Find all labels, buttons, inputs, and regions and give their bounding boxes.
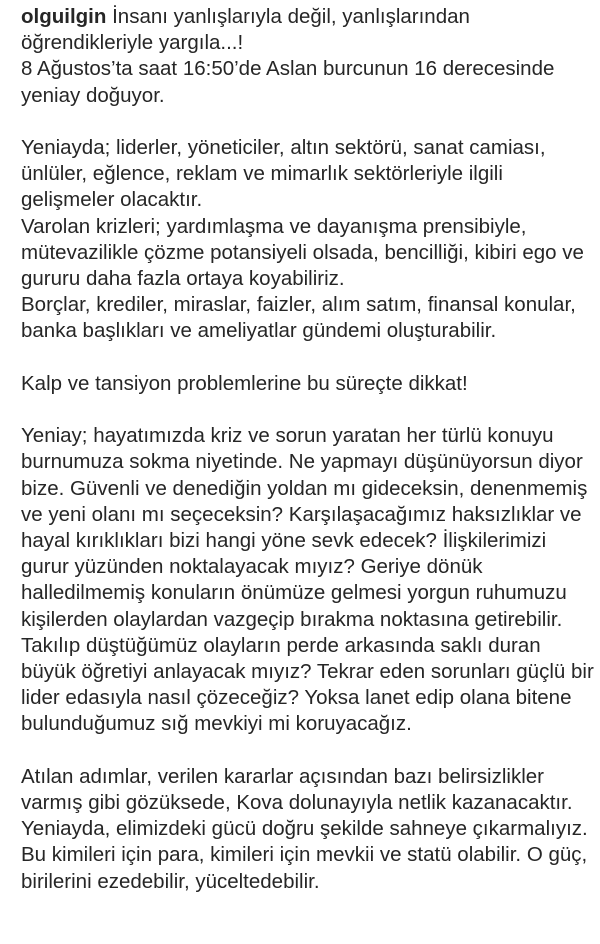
- caption-line: halledilmemiş konuların önümüze gelmesi yorgun ruhumuzu: [21, 581, 567, 605]
- paragraph-spacer: [21, 738, 593, 764]
- caption-line: yeniay doğuyor.: [21, 83, 165, 107]
- caption-line: gurur yüzünden noktalayacak mıyız? Geriye dönük: [21, 555, 483, 579]
- caption-line: hayal kırıklıkları bizi hangi yöne sevk edecek? İlişkilerimizi: [21, 529, 547, 553]
- caption-line: birilerini ezedebilir, yüceltedebilir.: [21, 869, 320, 893]
- caption-line: Varolan krizleri; yardımlaşma ve dayanışma prensibiyle,: [21, 214, 527, 238]
- paragraph-2: [21, 135, 593, 345]
- caption-line: gelişmeler olacaktır.: [21, 188, 203, 212]
- paragraph-3: [21, 371, 593, 397]
- caption-line: öğrendikleriyle yargıla...!: [21, 31, 244, 55]
- caption-line: 8 Ağustos’ta saat 16:50’de Aslan burcunun 16 derecesinde: [21, 57, 555, 81]
- caption-line: Bu kimileri için para, kimileri için mevkii ve statü olabilir. O güç,: [21, 843, 588, 867]
- paragraph-5: [21, 764, 593, 895]
- paragraph-spacer: [21, 345, 593, 371]
- caption-line: büyük öğretiyi anlayacak mıyız? Tekrar eden sorunları güçlü bir: [21, 660, 594, 684]
- caption-line: Borçlar, krediler, miraslar, faizler, alım satım, finansal konular,: [21, 293, 576, 317]
- paragraph-4: [21, 423, 593, 737]
- caption-line: Kalp ve tansiyon problemlerine bu süreçte dikkat!: [21, 371, 468, 395]
- caption-line: [21, 4, 593, 30]
- caption-line: bulunduğumuz sığ mevkiyi mi koruyacağız.: [21, 712, 412, 736]
- caption-line: ve yeni olanı mı seçeceksin? Karşılaşacağımız haksızlıklar ve: [21, 502, 582, 526]
- username-link[interactable]: olguilgin: [21, 5, 107, 28]
- caption-line: banka başlıkları ve ameliyatlar gündemi oluşturabilir.: [21, 319, 497, 343]
- caption-line: lider edasıyla nasıl çözeceğiz? Yoksa lanet edip olana bitene: [21, 686, 572, 710]
- caption-line: gururu daha fazla ortaya koyabiliriz.: [21, 267, 345, 291]
- caption-line: Yeniayda, elimizdeki gücü doğru şekilde sahneye çıkarmalıyız.: [21, 817, 588, 841]
- caption-line: kişilerden olaylardan vazgeçip bırakma noktasına getirebilir.: [21, 607, 563, 631]
- caption-line: Atılan adımlar, verilen kararlar açısından bazı belirsizlikler: [21, 764, 544, 788]
- caption-line: Yeniayda; liderler, yöneticiler, altın sektörü, sanat camiası,: [21, 136, 546, 159]
- caption-line: mütevazilikle çözme potansiyeli olsada, bencilliği, kibiri ego ve: [21, 240, 584, 264]
- caption-text: İnsanı yanlışlarıyla değil, yanlışlarından: [106, 5, 470, 28]
- paragraph-spacer: [21, 397, 593, 423]
- caption-line: bize. Güvenli ve denediğin yoldan mı gideceksin, denenmemiş: [21, 476, 588, 500]
- paragraph-1: [21, 4, 593, 109]
- caption-line: Yeniay; hayatımızda kriz ve sorun yaratan her türlü konuyu: [21, 424, 554, 448]
- paragraph-spacer: [21, 109, 593, 135]
- post-caption: [21, 4, 593, 895]
- caption-line: Takılıp düştüğümüz olayların perde arkasında saklı duran: [21, 633, 541, 657]
- caption-line: ünlüler, eğlence, reklam ve mimarlık sektörleriyle ilgili: [21, 162, 503, 186]
- caption-line: burnumuza sokma niyetinde. Ne yapmayı düşünüyorsun diyor: [21, 450, 583, 474]
- caption-line: varmış gibi gözüksede, Kova dolunayıyla netlik kazanacaktır.: [21, 791, 573, 815]
